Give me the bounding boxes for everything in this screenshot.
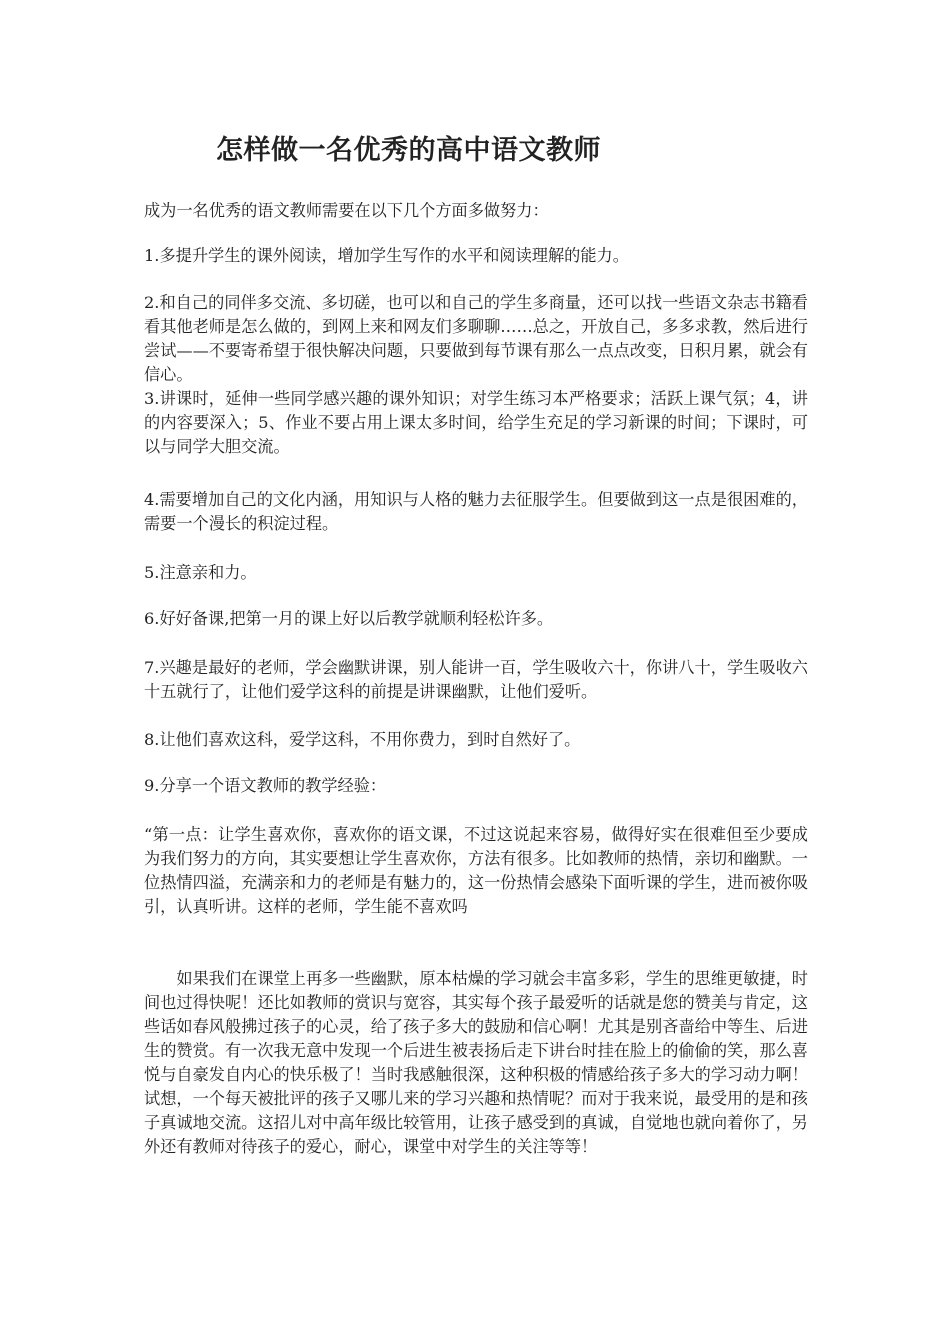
item-4-text: 4.需要增加自己的文化内涵，用知识与人格的魅力去征服学生。但要做到这一点是很困难的，需要一个漫长的积淀过程。 (144, 490, 808, 533)
item-8 (144, 728, 808, 752)
item-6 (144, 607, 808, 631)
quote-text: “第一点：让学生喜欢你，喜欢你的语文课，不过这说起来容易，做得好实在很难但至少要成为我们努力的方向，其实要想让学生喜欢你，方法有很多。比如教师的热情，亲切和幽默。一位热情四溢，充满亲和力的老师是有魅力的，这一份热情会感染下面听课的学生，进而被你吸引，认真听讲。这样的老师，学生能不喜欢吗 (144, 825, 808, 916)
item-5 (144, 561, 808, 585)
item-1 (144, 244, 808, 268)
item-9-text: 9.分享一个语文教师的教学经验： (144, 776, 387, 795)
item-6-text: 6.好好备课,把第一月的课上好以后教学就顺利轻松许多。 (144, 609, 554, 628)
intro-text: 成为一名优秀的语文教师需要在以下几个方面多做努力： (144, 201, 549, 220)
item-2-3 (144, 291, 808, 459)
item-8-text: 8.让他们喜欢这科，爱学这科，不用你费力，到时自然好了。 (144, 730, 581, 749)
quote-paragraph (144, 823, 808, 919)
closing-paragraph (144, 967, 808, 1159)
item-3-text: 3.讲课时，延伸一些同学感兴趣的课外知识；对学生练习本严格要求；活跃上课气氛；4，讲的内容要深入；5、作业不要占用上课太多时间，给学生充足的学习新课的时间；下课时，可以与同学大胆交流。 (144, 389, 808, 456)
closing-text: 如果我们在课堂上再多一些幽默，原本枯燥的学习就会丰富多彩，学生的思维更敏捷，时间也过得快呢！还比如教师的赏识与宽容，其实每个孩子最爱听的话就是您的赞美与肯定，这些话如春风般拂过孩子的心灵，给了孩子多大的鼓励和信心啊！尤其是别吝啬给中等生、后进生的赞赏。有一次我无意中发现一个后进生被表扬后走下讲台时挂在脸上的偷偷的笑，那么喜悦与自豪发自内心的快乐极了！当时我感触很深，这种积极的情感给孩子多大的学习动力啊！试想，一个每天被批评的孩子又哪儿来的学习兴趣和热情呢？而对于我来说，最受用的是和孩子真诚地交流。这招儿对中高年级比较管用，让孩子感受到的真诚，自觉地也就向着你了，另外还有教师对待孩子的爱心，耐心，课堂中对学生的关注等等！ (144, 969, 808, 1156)
intro-paragraph (144, 199, 808, 223)
item-7-text: 7.兴趣是最好的老师，学会幽默讲课，别人能讲一百，学生吸收六十，你讲八十，学生吸收六十五就行了，让他们爱学这科的前提是讲课幽默，让他们爱听。 (144, 658, 808, 701)
item-5-text: 5.注意亲和力。 (144, 563, 257, 582)
item-4 (144, 488, 808, 536)
item-1-text: 1.多提升学生的课外阅读，增加学生写作的水平和阅读理解的能力。 (144, 246, 629, 265)
item-9 (144, 774, 808, 798)
item-7 (144, 656, 808, 704)
document-title: 怎样做一名优秀的高中语文教师 (216, 135, 601, 166)
item-2-text: 2.和自己的同伴多交流、多切磋，也可以和自己的学生多商量，还可以找一些语文杂志书籍看看其他老师是怎么做的，到网上来和网友们多聊聊……总之，开放自己，多多求教，然后进行尝试——不要寄希望于很快解决问题，只要做到每节课有那么一点点改变，日积月累，就会有信心。 (144, 293, 808, 384)
